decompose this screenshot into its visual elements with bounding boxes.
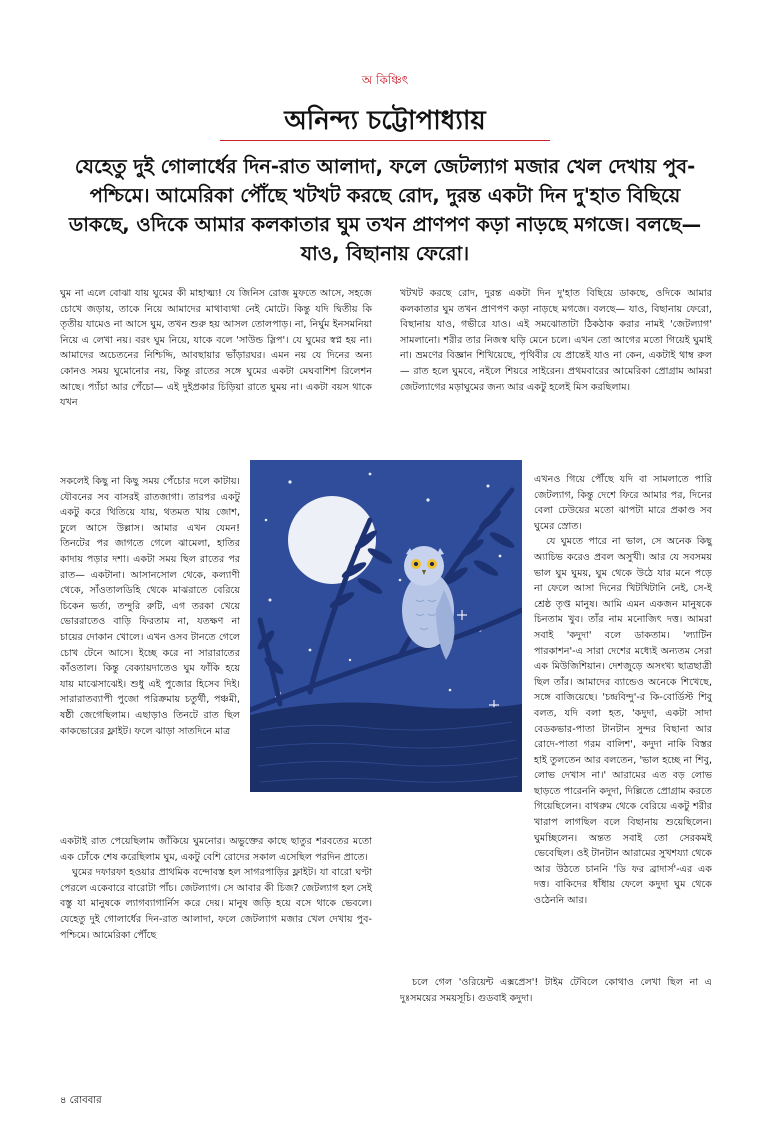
body-paragraph: এখনও গিয়ে পৌঁছে যদি বা সামলাতে পারি জেটল্যাগ, কিন্তু দেশে ফিরে আমার পর, দিনের বেলা ঢেউয়ের মতো ঝাপটা মারে প্রকাণ্ড সব ঘুমের স্রোত। [534,474,712,532]
header-rule [220,140,550,141]
body-paragraph: খটখট করছে রোদ, দুরন্ত একটা দিন দু'হাত বিছিয়ে ডাকছে, ওদিকে আমার কলকাতার ঘুম তখন প্রাণপণ কড়া নাড়ছে মগজে। বলছে— যাও, বিছানায় ফেরো, বিছানায় যাও, গভীরে যাও। এই সমঝোতাটা ঠিকঠাক করার নামই 'জেটল্যাগ' সামলানো। শরীর তার নিজস্ব ঘড়ি মেনে চলে। এখন তো আগের মতো গিয়েই ঘুমাই না। ভ্রমণের বিজ্ঞান শিখিয়েছে, পৃথিবীর যে প্রান্তেই যাও না কেন, একটাই থাম্ব রুল— রাত হলে ঘুমবে, নইলে শিয়রে সাইরেন। প্রথমবারের আমেরিকা প্রোগ্রাম আমরা জেটল্যাগের মড়াঘুমের জন্য আর একটু হলেই মিস করছিলাম। [400,288,712,393]
lead-paragraph: যেহেতু দুই গোলার্ধের দিন-রাত আলাদা, ফলে জেটল্যাগ মজার খেল দেখায় পুব-পশ্চিমে। আমেরিকা পৌঁছে খটখট করছে রোদ, দুরন্ত একটা দিন দু'হাত বিছিয়ে ডাকছে, ওদিকে আমার কলকাতার ঘুম তখন প্রাণপণ কড়া নাড়ছে মগজে। বলছে— যাও, বিছানায় ফেরো। [68,155,702,265]
body-paragraph: ঘুমের দফারফা হওয়ার প্রাথমিক বন্দোবস্ত হল সাগরপাড়ির ফ্লাইট। যা বারো ঘণ্টা পেরলে একেবারে বারোটা পাঁচ। জেটল্যাগ। সে আবার কী চিজ? জেটল্যাগ হল সেই বস্তু যা মানুষকে ল্যাগব্যাগার্নিস করে দেয়। মানুষ জড়ি হয়ে বসে থাকে ভেবলে। যেহেতু দুই গোলার্ধের দিন-রাত আলাদা, ফলে জেটল্যাগ মজার খেল দেখায় পুব-পশ্চিমে। আমেরিকা পৌঁছে [60,867,372,941]
page-footer: ৪ রোববার [60,1095,102,1106]
right-column-narrow [534,472,712,909]
author-name: অনিন্দ্য চট্টোপাধ্যায় [284,106,486,136]
owl-moon-night-icon [250,460,522,792]
right-column-bottom [400,975,712,1006]
body-paragraph: একটাই রাত পেয়েছিলাম জাঁকিয়ে ঘুমনোর। অভুক্তের কাছে ছাতুর শরবতের মতো এক ঢোঁকে শেষ করেছিলাম ঘুম, একটু বেশি রোদের সকাল এসেছিল পরদিন প্রাতে। [60,836,372,863]
section-label: অ কিঞ্চিৎ [361,73,409,87]
body-paragraph: সকলেই কিছু না কিছু সময় পেঁচোর দলে কাটায়। যৌবনের সব বাসরই রাতজাগা। তারপর একটু একটু করে থিতিয়ে যায়, থতমত খায় জোশ, ঢুলে আসে উল্লাস। আমার এখন যেমন! তিনটের পর জাগতে গেলে ঝামেলা, হাতির কাদায় পড়ার দশা। একটা সময় ছিল রাতের পর রাত— একটানা। আসানসোল থেকে, কল্যাণী থেকে, সাঁওতালডিহি থেকে মাঝরাতে বেরিয়ে চিকেন ভর্তা, তন্দুরি রুটি, এগ তরকা খেয়ে ভোররাতেও বাড়ি ফিরতাম না, যতক্ষণ না চায়ের দোকান খোলে। এখন ওসব টানতে গেলে চোখ টেনে আসে। ইচ্ছে করে না সারারাতের কাঁওতাল। কিন্তু বেক্যায়দাতেও ঘুম ফাঁকি হয়ে যায় মাঝেসাঝেই। শুধু এই পুজোর হিসেব দিই। সারারাতব্যাপী পুজো পরিক্রমায় চতুর্থী, পঞ্চমী, ষষ্ঠী জেগেছিলাম। এছাড়াও তিনটে রাত ছিল কাকভোরের ফ্লাইট। ফলে ঝাড়া সাতদিনে মাত্র [60,476,240,737]
body-paragraph: চলে গেল 'ওরিয়েন্ট এক্সপ্রেস'! টাইম টেবিলে কোথাও লেখা ছিল না এ দুঃসময়ের সময়সূচি। গুডবাই কদুদা। [400,977,712,1004]
left-column-top [60,286,372,411]
right-column-top [400,286,712,395]
body-paragraph: যে ঘুমতে পারে না ভাল, সে অনেক কিছু অ্যাচিভ করেও প্রবল অসুখী। আর যে সবসময় ভাল ঘুম ঘুময়, ঘুম থেকে উঠে যার মনে পড়ে না ফেলে আসা দিনের খিটখিটানি নেই, সে-ই শ্রেষ্ঠ তৃপ্ত মানুষ। আমি এমন একজন মানুষকে চিনতাম খুব। তাঁর নাম মনোজিৎ দত্ত। আমরা সবাই 'কদুদা' বলে ডাকতাম। 'ল্যাটিন পারকাশন'-এ সারা দেশের মধ্যেই অন্যতম সেরা এক মিউজিশিয়ান। দেশজুড়ে অসংখ্য ছাত্রছাত্রী ছিল তাঁর। আমাদের ব্যান্ডেও অনেকে শিখেছে, সঙ্গে বাজিয়েছে। 'চন্দ্রবিন্দু'-র কি-বোর্ডিস্ট শিবু বলত, যদি বলা হত, 'কদুদা, একটা সাদা বেডকভার-পাতা টানটান সুন্দর বিছানা আর রোদে-পাতা গরম বালিশ', কদুদা নাকি বিস্তর হাই তুলতেন আর বলতেন, 'ভাল হচ্ছে না শিবু, লোভ দেখাস না।' আরামের এত বড় লোভ ছাড়তে পারেননি কদুদা, দিল্লিতে প্রোগ্রাম করতে গিয়েছিলেন। বাথরুম থেকে বেরিয়ে একটু শরীর খারাপ লাগছিল বলে বিছানায় শুয়েছিলেন। ঘুমচ্ছিলেন। অন্তত সবাই তো সেরকমই ভেবেছিল। ওই টানটান আরামের সুখশয্যা থেকে আর উঠতে চাননি 'ডি ফর ব্রাদার্স'-এর এক দত্ত। বাকিদের ধাঁধায় ফেলে কদুদা ঘুম থেকে ওঠেননি আর। [534,536,712,907]
left-column-narrow [60,474,240,739]
body-paragraph: ঘুম না এলে বোঝা যায় ঘুমের কী মাহাত্ম্য! যে জিনিস রোজ মুফতে আসে, সহজে চোখে জড়ায়, তাকে নিয়ে আমাদের মাথাব্যথা নেই মোটে। কিন্তু যদি দ্বিতীয় কি তৃতীয় যামেও না আসে ঘুম, তখন শুরু হয় আসল তোলপাড়। না, নির্ঘুম ইনসমনিয়া নিয়ে এ লেখা নয়। বরং ঘুম নিয়ে, যাকে বলে 'সাউন্ড স্লিপ'। যে ঘুমের স্বপ্ন হয় না। আমাদের অচেতনের নিশ্চিদ্দি, আবছায়ার ভাঁড়ারঘর। এমন নয় যে দিনের অন্য কোনও সময় ঘুমোনোর নয়, কিন্তু রাতের সঙ্গে ঘুমের একটা মেঘবাশিশ রিলেশন আছে। প্যাঁচা আর পেঁচো— এই দুইপ্রকার চিড়িয়া রাতে ঘুময় না। একটা বয়স থাকে যখন [60,288,372,409]
left-column-bottom [60,834,372,943]
